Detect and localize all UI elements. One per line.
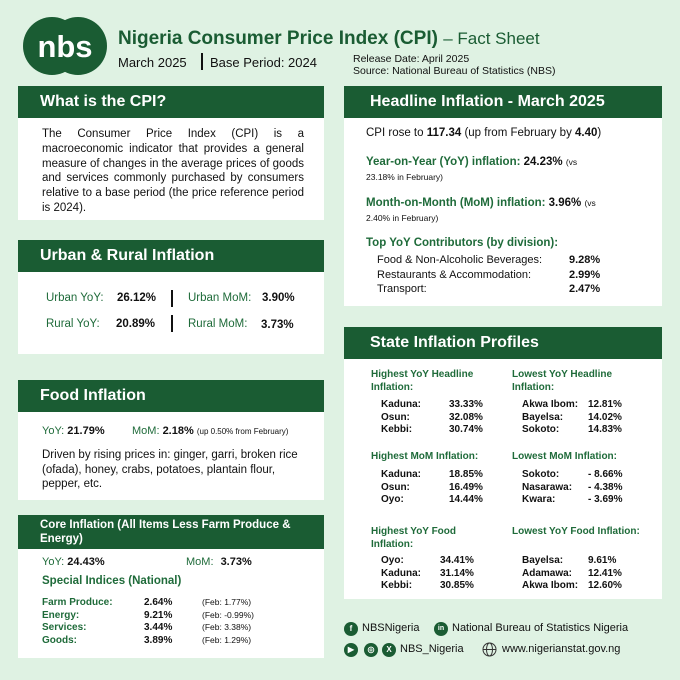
food-inflation-title: Food Inflation — [18, 380, 324, 412]
release-date: Release Date: April 2025 — [353, 53, 470, 65]
state-row — [512, 555, 652, 568]
state-row — [512, 412, 652, 425]
state-value: 34.41% — [440, 555, 474, 566]
special-indices-title: Special Indices (National) — [42, 575, 182, 587]
rural-mom-label: Rural MoM: — [188, 318, 248, 330]
core-inflation-title: Core Inflation (All Items Less Farm Produce & Energy) — [18, 515, 324, 549]
urban-rural-title: Urban & Rural Inflation — [18, 240, 324, 272]
state-group-title: Lowest YoY Headline Inflation: — [512, 369, 613, 393]
cpi-post: ) — [597, 127, 602, 139]
headline-mom-value: 3.96% — [548, 197, 582, 209]
state-name: Akwa Ibom: — [522, 399, 579, 410]
index-name: Farm Produce: — [42, 597, 113, 608]
facebook-handle[interactable]: NBSNigeria — [362, 622, 420, 634]
state-name: Sokoto: — [522, 424, 560, 435]
headline-yoy-value: 24.23% — [523, 156, 563, 168]
facebook-icon[interactable]: f — [344, 622, 358, 636]
food-yoy-label: YoY: — [42, 425, 65, 437]
headline-yoy-note: (vs — [565, 157, 578, 167]
cpi-definition: The Consumer Price Index (CPI) is a macroeconomic indicator that provides a general measure of changes in the average prices of goods and services commonly purchased by consumers relative to a base period (the price reference period is 2024). — [42, 128, 304, 214]
state-group-title: Highest MoM Inflation: — [371, 451, 479, 462]
contributor-value: 2.99% — [569, 268, 601, 281]
title-main: Nigeria Consumer Price Index (CPI) — [118, 28, 438, 49]
state-value: 18.85% — [449, 469, 483, 480]
state-row — [371, 568, 491, 581]
state-row — [371, 399, 491, 412]
index-row — [42, 635, 312, 648]
food-yoy-value: 21.79% — [67, 425, 105, 437]
state-row — [512, 482, 652, 495]
state-value: 12.60% — [588, 580, 622, 591]
index-value: 2.64% — [144, 597, 173, 608]
state-value: 30.85% — [440, 580, 474, 591]
state-value: - 3.69% — [588, 494, 623, 505]
base-period: Base Period: 2024 — [210, 55, 317, 70]
instagram-icon[interactable]: ◎ — [364, 643, 378, 657]
state-row — [371, 555, 491, 568]
ur-divider-1 — [171, 290, 173, 307]
state-value: 12.81% — [588, 399, 622, 410]
headline-mom-label: Month-on-Month (MoM) inflation: — [366, 197, 546, 209]
index-value: 9.21% — [144, 609, 173, 621]
index-feb: (Feb: 1.77%) — [202, 597, 252, 607]
special-indices-list — [42, 597, 312, 647]
state-name: Osun: — [381, 411, 410, 423]
state-row — [371, 469, 501, 482]
state-group — [371, 451, 501, 507]
state-group-title: Lowest MoM Inflation: — [512, 451, 617, 462]
state-value: 33.33% — [449, 399, 483, 410]
state-row — [371, 494, 501, 507]
index-row — [42, 622, 312, 635]
state-name: Kebbi: — [381, 580, 413, 591]
contributor-row — [377, 283, 627, 298]
rural-mom-value: 3.73% — [261, 319, 294, 331]
core-yoy-label: YoY: — [42, 556, 65, 568]
index-feb: (Feb: -0.99%) — [202, 609, 254, 620]
headline-yoy-label: Year-on-Year (YoY) inflation: — [366, 156, 521, 168]
state-name: Akwa Ibom: — [522, 580, 579, 591]
state-name: Nasarawa: — [522, 481, 573, 493]
state-row — [512, 424, 652, 437]
contributors-title: Top YoY Contributors (by division): — [366, 237, 559, 249]
urban-yoy-value: 26.12% — [117, 292, 157, 304]
state-group — [512, 451, 652, 507]
linkedin-icon[interactable]: in — [434, 622, 448, 636]
contributor-value: 9.28% — [569, 254, 601, 266]
state-value: 32.08% — [449, 411, 483, 423]
food-mom — [132, 425, 288, 437]
state-row — [371, 424, 491, 437]
index-feb: (Feb: 3.38%) — [202, 622, 252, 632]
state-rows — [371, 555, 491, 593]
index-name: Services: — [42, 622, 87, 633]
state-name: Kaduna: — [381, 567, 421, 579]
nbs-logo — [22, 16, 108, 76]
state-name: Kebbi: — [381, 424, 413, 435]
cpi-mid: (up from February by — [461, 127, 576, 139]
state-rows — [371, 469, 501, 507]
social-handle[interactable]: NBS_Nigeria — [400, 643, 464, 655]
state-name: Kaduna: — [381, 469, 421, 480]
state-group — [371, 526, 491, 593]
contributor-row — [377, 269, 627, 284]
state-group-title: Lowest YoY Food Inflation: — [512, 526, 640, 537]
index-name: Energy: — [42, 609, 80, 621]
food-yoy — [42, 425, 105, 437]
contributor-row — [377, 254, 627, 269]
state-name: Adamawa: — [522, 567, 573, 579]
headline-mom — [366, 196, 656, 226]
core-yoy — [42, 556, 105, 568]
state-rows — [512, 555, 652, 593]
linkedin-name[interactable]: National Bureau of Statistics Nigeria — [452, 622, 629, 634]
core-mom-label: MoM: — [186, 556, 214, 568]
state-name: Bayelsa: — [522, 411, 564, 423]
state-name: Sokoto: — [522, 469, 560, 480]
rural-yoy-label: Rural YoY: — [46, 318, 100, 330]
state-row — [371, 482, 501, 495]
food-mom-value: 2.18% — [162, 425, 194, 437]
state-row — [512, 469, 652, 482]
state-value: 14.02% — [588, 411, 622, 423]
page-title — [118, 28, 540, 50]
x-twitter-icon[interactable]: X — [382, 643, 396, 657]
state-row — [512, 580, 652, 593]
state-group — [512, 369, 652, 437]
state-value: 14.83% — [588, 424, 622, 435]
state-name: Kaduna: — [381, 399, 421, 410]
headline-mom-note-2: 2.40% in February) — [366, 213, 439, 223]
core-mom — [186, 556, 252, 568]
state-value: 12.41% — [588, 567, 622, 579]
cpi-pre: CPI rose to — [366, 127, 427, 139]
cpi-change: 4.40 — [575, 127, 598, 139]
urban-mom-value: 3.90% — [262, 292, 295, 304]
headline-yoy — [366, 155, 656, 185]
headline-mom-note: (vs — [584, 198, 596, 208]
state-row — [371, 412, 491, 425]
index-row — [42, 610, 312, 623]
website-link[interactable]: www.nigerianstat.gov.ng — [502, 643, 621, 655]
state-name: Osun: — [381, 481, 410, 493]
state-value: 14.44% — [449, 494, 483, 505]
state-row — [512, 399, 652, 412]
source-text: Source: National Bureau of Statistics (NBS) — [353, 65, 556, 77]
cpi-value: 117.34 — [426, 127, 462, 139]
report-month: March 2025 — [118, 55, 187, 70]
state-rows — [512, 469, 652, 507]
contributors-list — [377, 254, 627, 298]
release-info — [353, 53, 556, 77]
state-group-title: Highest YoY Food Inflation: — [371, 526, 457, 550]
ur-divider-2 — [171, 315, 173, 332]
state-name: Oyo: — [381, 555, 404, 566]
state-name: Kwara: — [522, 494, 556, 505]
index-name: Goods: — [42, 634, 77, 646]
state-value: 16.49% — [449, 481, 483, 493]
core-mom-value: 3.73% — [220, 556, 252, 568]
youtube-icon[interactable]: ▶ — [344, 643, 358, 657]
state-name: Bayelsa: — [522, 555, 564, 566]
contributor-name: Food & Non-Alcoholic Beverages: — [377, 254, 543, 266]
globe-icon — [482, 642, 497, 657]
state-value: 9.61% — [588, 555, 617, 566]
food-mom-label: MoM: — [132, 425, 160, 437]
state-value: 30.74% — [449, 424, 483, 435]
urban-yoy-label: Urban YoY: — [46, 292, 104, 304]
index-value: 3.89% — [144, 634, 173, 646]
state-value: 31.14% — [440, 567, 474, 579]
contributor-value: 2.47% — [569, 283, 601, 295]
state-rows — [512, 399, 652, 437]
index-feb: (Feb: 1.29%) — [202, 634, 252, 645]
cpi-rose-text — [366, 127, 601, 139]
what-is-cpi-title: What is the CPI? — [18, 86, 324, 118]
state-group — [512, 526, 652, 593]
index-row — [42, 597, 312, 610]
state-group — [371, 369, 491, 437]
logo-text: nbs — [37, 29, 93, 64]
rural-yoy-value: 20.89% — [116, 318, 156, 330]
state-row — [512, 568, 652, 581]
contributor-name: Restaurants & Accommodation: — [377, 268, 532, 281]
food-drivers: Driven by rising prices in: ginger, garri, broken rice (ofada), honey, crabs, potatoes, plantain flour, pepper, etc. — [42, 449, 298, 491]
state-name: Oyo: — [381, 494, 404, 505]
urban-mom-label: Urban MoM: — [188, 292, 252, 304]
headline-inflation-title: Headline Inflation - March 2025 — [344, 86, 662, 118]
state-value: - 8.66% — [588, 469, 623, 480]
state-group-title: Highest YoY Headline Inflation: — [371, 369, 474, 393]
state-rows — [371, 399, 491, 437]
title-suffix: – Fact Sheet — [443, 29, 540, 48]
headline-yoy-note-2: 23.18% in February) — [366, 172, 444, 182]
state-row — [371, 580, 491, 593]
header-divider — [201, 53, 203, 70]
contributor-name: Transport: — [377, 283, 427, 295]
state-row — [512, 494, 652, 507]
food-mom-note: (up 0.50% from February) — [196, 427, 289, 436]
state-value: - 4.38% — [588, 481, 623, 493]
state-profiles-title: State Inflation Profiles — [344, 327, 662, 359]
index-value: 3.44% — [144, 622, 173, 633]
core-yoy-value: 24.43% — [67, 556, 105, 568]
